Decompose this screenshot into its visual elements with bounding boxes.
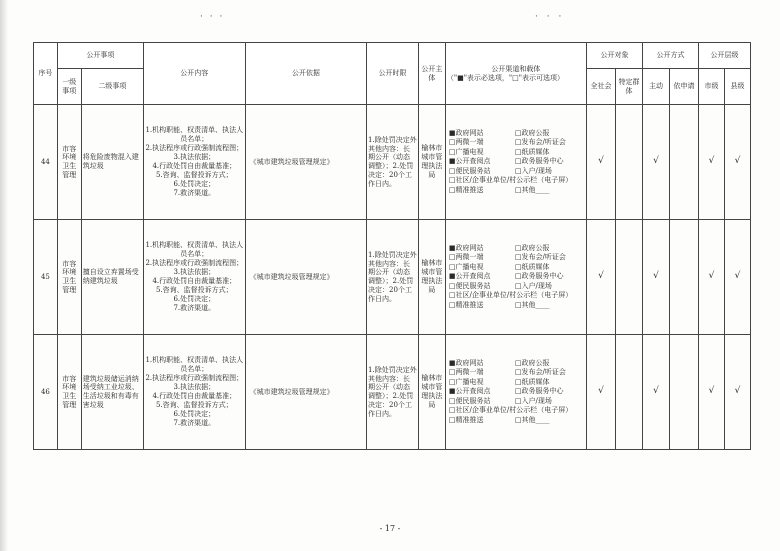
channel-item: □政务服务中心 bbox=[514, 157, 564, 166]
channel-item: □其他____ bbox=[514, 300, 550, 309]
row-method-apply bbox=[669, 220, 698, 335]
content-item: 5.咨询、监督投诉方式； bbox=[155, 401, 233, 410]
row-method-apply bbox=[669, 335, 698, 450]
scan-specks-right: · · · bbox=[535, 12, 565, 22]
scan-specks: · · · bbox=[200, 12, 225, 22]
content-item: 3.执法依据； bbox=[173, 382, 216, 391]
channel-item: □便民服务站 bbox=[448, 281, 491, 290]
row-seq: 44 bbox=[34, 105, 58, 220]
row-audience-specific bbox=[616, 105, 643, 220]
row-level-county: √ bbox=[724, 105, 750, 220]
table-row bbox=[34, 335, 751, 450]
channel-item: □社区/企事业单位/村公示栏（电子屏） bbox=[448, 291, 573, 300]
channel-item: □广播电视 bbox=[448, 262, 484, 271]
channel-item: □广播电视 bbox=[448, 147, 484, 156]
channel-item: □两微一端 bbox=[448, 368, 484, 377]
row-level-city: √ bbox=[699, 105, 725, 220]
header-method-apply: 依申请 bbox=[669, 69, 698, 105]
row-method-active: √ bbox=[643, 220, 670, 335]
row-content bbox=[143, 335, 245, 450]
channel-item: □发布会/听证会 bbox=[514, 138, 566, 147]
row-level-city: √ bbox=[699, 335, 725, 450]
header-level1: 一级事项 bbox=[57, 69, 81, 105]
channel-item: □精准推送 bbox=[448, 415, 484, 424]
content-item: 7.救济渠道。 bbox=[173, 189, 216, 198]
row-method-active: √ bbox=[643, 335, 670, 450]
content-item: 4.行政处罚自由裁量基准； bbox=[152, 162, 237, 170]
header-basis: 公开依据 bbox=[245, 43, 366, 105]
channel-item: □纸质媒体 bbox=[514, 147, 550, 156]
disclosure-table bbox=[33, 42, 751, 450]
channel-item: ■政府网站 bbox=[448, 243, 484, 252]
row-level2: 擅自设立弃置场受纳建筑垃圾 bbox=[81, 220, 143, 335]
header-level2: 二级事项 bbox=[81, 69, 143, 105]
header-audience-all: 全社会 bbox=[586, 69, 615, 105]
content-item: 6.处罚决定； bbox=[173, 180, 216, 189]
channel-item: □政府公报 bbox=[514, 358, 550, 367]
row-level2: 建筑垃圾储运消纳场受纳工业垃圾、生活垃圾和有毒有害垃圾 bbox=[81, 335, 143, 450]
channel-item: □政务服务中心 bbox=[514, 272, 564, 281]
content-item: 1.机构职能、权责清单、执法人员名单； bbox=[145, 240, 244, 258]
channel-item: ■公开查阅点 bbox=[448, 272, 491, 281]
content-item: 2.执法程序或行政强制流程图； bbox=[145, 143, 244, 152]
channel-item: □便民服务站 bbox=[448, 166, 491, 175]
channel-item: □入户/现场 bbox=[514, 396, 552, 405]
row-time: 1.除处罚决定外其他内容：长期公开（动态调整）；2.处罚决定：20个工作日内。 bbox=[367, 220, 419, 335]
row-channels bbox=[445, 220, 586, 335]
header-channels-title: 公开渠道和载体 bbox=[491, 64, 541, 73]
header-subject: 公开主体 bbox=[418, 43, 445, 105]
row-content bbox=[143, 105, 245, 220]
header-items: 公开事项 bbox=[57, 43, 143, 69]
header-audience-specific: 特定群体 bbox=[616, 69, 643, 105]
content-item: 1.机构职能、权责清单、执法人员名单； bbox=[145, 355, 244, 373]
row-audience-all: √ bbox=[586, 105, 615, 220]
content-item: 6.处罚决定； bbox=[173, 410, 216, 419]
row-time: 1.除处罚决定外其他内容：长期公开（动态调整）；2.处罚决定：20个工作日内。 bbox=[367, 105, 419, 220]
channel-item: □入户/现场 bbox=[514, 166, 552, 175]
page-number: - 17 - bbox=[379, 524, 401, 533]
channel-item: □其他____ bbox=[514, 415, 550, 424]
content-item: 3.执法依据； bbox=[173, 152, 216, 161]
row-level-county: √ bbox=[724, 220, 750, 335]
channel-item: □入户/现场 bbox=[514, 281, 552, 290]
row-basis: 《城市建筑垃圾管理规定》 bbox=[245, 105, 366, 220]
channel-item: □两微一端 bbox=[448, 138, 484, 147]
content-item: 4.行政处罚自由裁量基准； bbox=[152, 277, 237, 285]
channel-item: □政府公报 bbox=[514, 243, 550, 252]
table-row bbox=[34, 105, 751, 220]
content-item: 3.执法依据； bbox=[173, 267, 216, 276]
header-content: 公开内容 bbox=[143, 43, 245, 105]
header-time: 公开时限 bbox=[367, 43, 419, 105]
header-seq: 序号 bbox=[34, 43, 58, 105]
row-level1: 市容环境卫生管理 bbox=[57, 105, 81, 220]
row-audience-all: √ bbox=[586, 335, 615, 450]
row-time: 1.除处罚决定外其他内容：长期公开（动态调整）；2.处罚决定：20个工作日内。 bbox=[367, 335, 419, 450]
channel-item: □精准推送 bbox=[448, 300, 484, 309]
channel-item: □广播电视 bbox=[448, 377, 484, 386]
channel-item: □社区/企事业单位/村公示栏（电子屏） bbox=[448, 406, 573, 415]
channel-item: □纸质媒体 bbox=[514, 262, 550, 271]
row-channels bbox=[445, 335, 586, 450]
channel-item: □两微一端 bbox=[448, 253, 484, 262]
header-channels bbox=[445, 43, 586, 105]
row-level-city: √ bbox=[699, 220, 725, 335]
header-channels-note: （"■"表示必选项，"□"表示可选项） bbox=[446, 73, 564, 82]
channel-item: ■公开查阅点 bbox=[448, 157, 491, 166]
header-level-county: 县级 bbox=[724, 69, 750, 105]
row-content bbox=[143, 220, 245, 335]
row-level-county: √ bbox=[724, 335, 750, 450]
row-seq: 46 bbox=[34, 335, 58, 450]
row-channels bbox=[445, 105, 586, 220]
row-subject: 榆林市城市管理执法局 bbox=[418, 220, 445, 335]
channel-item: □精准推送 bbox=[448, 185, 484, 194]
channel-item: □政务服务中心 bbox=[514, 387, 564, 396]
header-level: 公开层级 bbox=[699, 43, 751, 69]
channel-item: □发布会/听证会 bbox=[514, 253, 566, 262]
channel-item: □便民服务站 bbox=[448, 396, 491, 405]
content-item: 7.救济渠道。 bbox=[173, 419, 216, 428]
table-row bbox=[34, 220, 751, 335]
scan-edge-shadow bbox=[0, 0, 8, 551]
channel-item: □政府公报 bbox=[514, 128, 550, 137]
header-method-active: 主动 bbox=[643, 69, 670, 105]
row-subject: 榆林市城市管理执法局 bbox=[418, 105, 445, 220]
row-method-apply bbox=[669, 105, 698, 220]
channel-item: ■政府网站 bbox=[448, 358, 484, 367]
content-item: 5.咨询、监督投诉方式； bbox=[155, 286, 233, 295]
row-audience-specific bbox=[616, 335, 643, 450]
channel-item: □其他____ bbox=[514, 185, 550, 194]
channel-item: □发布会/听证会 bbox=[514, 368, 566, 377]
row-level1: 市容环境卫生管理 bbox=[57, 220, 81, 335]
channel-item: ■政府网站 bbox=[448, 128, 484, 137]
channel-item: ■公开查阅点 bbox=[448, 387, 491, 396]
header-method: 公开方式 bbox=[643, 43, 699, 69]
channel-item: □社区/企事业单位/村公示栏（电子屏） bbox=[448, 176, 573, 185]
content-item: 5.咨询、监督投诉方式； bbox=[155, 171, 233, 180]
content-item: 1.机构职能、权责清单、执法人员名单； bbox=[145, 125, 244, 143]
header-audience: 公开对象 bbox=[586, 43, 642, 69]
row-method-active: √ bbox=[643, 105, 670, 220]
content-item: 6.处罚决定； bbox=[173, 295, 216, 304]
content-item: 2.执法程序或行政强制流程图； bbox=[145, 373, 244, 382]
row-audience-specific bbox=[616, 220, 643, 335]
channel-item: □纸质媒体 bbox=[514, 377, 550, 386]
row-subject: 榆林市城市管理执法局 bbox=[418, 335, 445, 450]
content-item: 4.行政处罚自由裁量基准； bbox=[152, 392, 237, 400]
row-audience-all: √ bbox=[586, 220, 615, 335]
row-basis: 《城市建筑垃圾管理规定》 bbox=[245, 335, 366, 450]
row-level1: 市容环境卫生管理 bbox=[57, 335, 81, 450]
content-item: 2.执法程序或行政强制流程图； bbox=[145, 258, 244, 267]
row-level2: 将危险废物混入建筑垃圾 bbox=[81, 105, 143, 220]
row-basis: 《城市建筑垃圾管理规定》 bbox=[245, 220, 366, 335]
header-level-city: 市级 bbox=[699, 69, 725, 105]
content-item: 7.救济渠道。 bbox=[173, 304, 216, 313]
row-seq: 45 bbox=[34, 220, 58, 335]
